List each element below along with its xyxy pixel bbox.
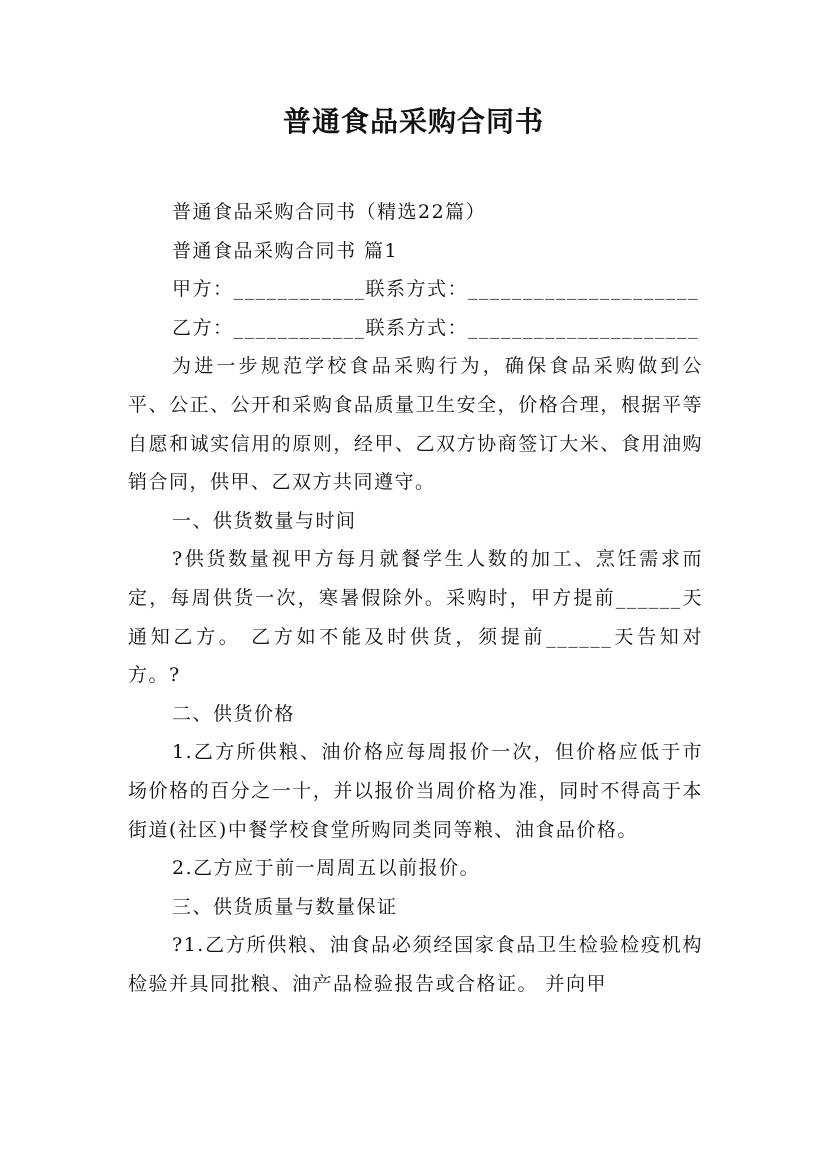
section-heading-article-1: 普通食品采购合同书 篇1 [172,239,399,262]
section-heading-supply-price: 二、供货价格 [172,702,296,725]
section-heading-quality: 三、供货质量与数量保证 [172,895,398,918]
supply-quantity-paragraph: ?供货数量视甲方每月就餐学生人数的加工、烹饪需求而定，每周供货一次，寒暑假除外。采购时，甲方提前______天通知乙方。 乙方如不能及时供货，须提前______天告知对方。? [128,548,703,687]
price-clause-1: 1.乙方所供粮、油价格应每周报价一次，但价格应低于市场价格的百分之一十，并以报价当周价格为准，同时不得高于本街道(社区)中餐学校食堂所购同类同等粮、油食品价格。 [128,741,703,841]
price-clause-2: 2.乙方应于前一周周五以前报价。 [172,857,481,880]
party-b-line: 乙方：____________联系方式：_____________________ [172,316,700,339]
document-body [128,193,703,1003]
preamble-paragraph: 为进一步规范学校食品采购行为，确保食品采购做到公平、公正、公开和采购食品质量卫生安全，价格合理，根据平等自愿和诚实信用的原则，经甲、乙双方协商签订大米、食用油购销合同，供甲、乙双方共同遵守。 [128,355,703,494]
subtitle-paragraph: 普通食品采购合同书（精选22篇） [172,201,487,223]
quality-clause-1: ?1.乙方所供粮、油食品必须经国家食品卫生检验检疫机构检验并具同批粮、油产品检验报告或合格证。 并向甲 [128,934,703,995]
document-title: 普通食品采购合同书 [282,105,544,138]
party-a-line: 甲方：____________联系方式：_____________________ [172,278,700,301]
section-heading-supply-quantity: 一、供货数量与时间 [172,509,357,532]
